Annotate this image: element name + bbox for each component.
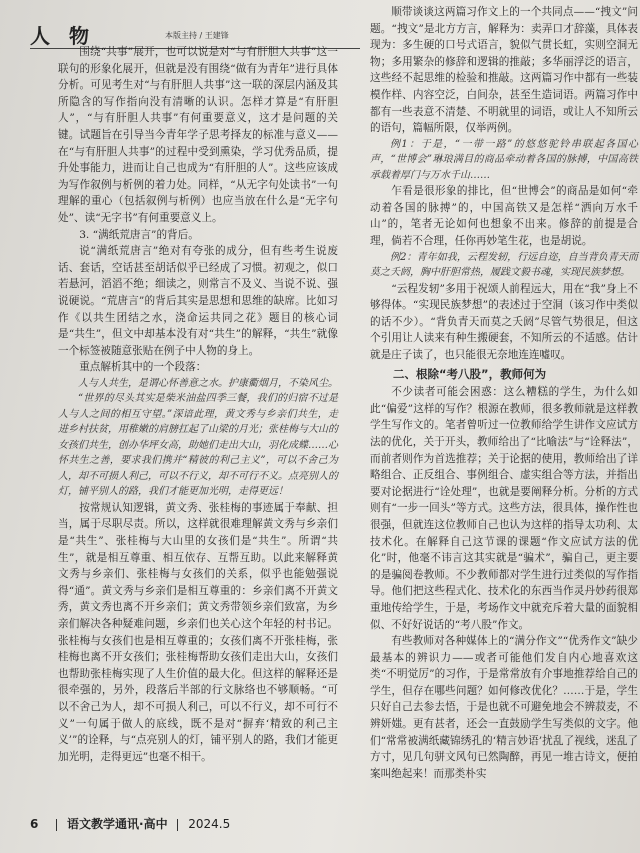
paragraph: 重点解析其中的一个段落：: [79, 361, 207, 374]
subheading: 3. “满纸荒唐言”的背后。: [79, 228, 199, 241]
page-footer: [30, 815, 330, 837]
quoted-passage: 人与人共生，是谓心怀善意之水。护康衢烟月，不染风尘。: [78, 377, 338, 389]
page-number: 6: [30, 817, 39, 831]
section-title: 人 物: [30, 24, 95, 48]
paragraph: “云程发轫”多用于祝颂人前程远大，用在“我”身上不够得体。“实现民族梦想”的表述过于空洞（该习作中类似的话不少）。“背负青天而莫之夭阏”尽管气势很足，但这个引用让人读来有种生搬硬套，不知所云的不适感。估计就是庄子读了，也只能很无奈地连连嘘叹。: [370, 282, 638, 361]
paragraph: 不少读者可能会困惑：这么糟糕的学生，为什么如此“偏爱”这样的写作？根源在教师，很多教师就是这样教学生写作文的。笔者曾听过一位教师给学生讲作文应试方法的优化，关于开头，教师给出了“比喻法”与“诠释法”，而前者则作为首选推荐；关于论据的使用，教师给出了详略组合、正反组合、事例组合、虚实组合等方法，并指出要对论据进行“诠处理”，也就是要阐释分析。分析的方式则有“一步一回头”等方式。这些方法，很具体，操作性也很强，但就连这位教师自己也认为这样的指导太功利、太技术化。在解释自己这节课的课题“作文应试方法的优化”时，他毫不讳言这其实就是“骗术”，骗自己，更主要的是骗阅卷教师。不少教师都对学生进行过类似的写作指导。他们把这些程式化、技术化的东西当作灵丹妙药很郑重地传给学生，于是，考场作文中就充斥着大量的面貌相似、不好好说话的“考八股”作文。: [370, 386, 638, 631]
divider: [177, 819, 178, 831]
paragraph: 围绕“共事”展开，也可以说是对“与有肝胆人共事”这一联句的形象化展开，但就是没有围绕“做有为青年”进行具体分析。可见考生对“与有肝胆人共事”这一联的深层内涵及其所隐含的写作指向没有清晰的认识。怎样才算是“有肝胆人”，“与有肝胆人共事”有何重要意义，这才是问题的关键。试题旨在引导当今青年学子思考择友的标准与意义——在“与有肝胆人共事”的过程中受到熏染，学习优秀品质，提升处事能力，进而让自己也成为“有肝胆的人”。这些应该成为写作叙例与析例的着力处。同样，“从无字句处读书”一句理解的重心（包括叙例与析例）也应当放在什么是“无字句处”、读“无字书”有何重要意义上。: [58, 46, 338, 224]
divider: [56, 819, 57, 831]
right-column: [370, 4, 638, 782]
editor-credit: 本版主持 / 王建锋: [165, 31, 229, 40]
issue-number: 2024.5: [188, 817, 231, 831]
section-heading: 二、根除“考八股”，教师何为: [393, 366, 547, 381]
example-passage: 例1：于是，“一带一路”的悠悠驼铃串联起各国心声，“世博会”琳琅满目的商品牵动着各国的脉搏，中国高铁承载着厚门与万水千山……: [370, 138, 638, 181]
journal-name: 语文教学通讯·高中: [67, 817, 168, 831]
quoted-passage: “世界的尽头其实是柴米油盐四季三餐，我们的归宿不过是人与人之间的相互守望。”深谙此理，黄文秀与乡亲们共生，走进乡村扶贫，用稚嫩的肩膀扛起了山梁的月光；张桂梅与大山的女孩们共生，创办华坪女高，助她们走出大山，羽化成蝶……心怀共生之善，要求我们携并“精彼的利己主义”，可以不舍己为人，却不可损人利己，可以不行义，却不可行不义。点亮别人的灯，铺平别人的路，我们才能更加光明，走得更远！: [58, 393, 338, 498]
paragraph: 有些教师对各种媒体上的“满分作文”“优秀作文”缺少最基本的辨识力——或者可能他们发自内心地喜欢这类“不明觉厉”的习作，于是常常放有介事地推荐给自己的学生，但存在哪些问题？如何修改优化？……于是，学生只好自己去参去悟，于是也就不可避免地会不辨菽麦，不辨妍媸。更有甚者，还会一直鼓励学生写类似的文字。他们“常常被满纸藏锦绣孔的‘精言妙语’扰乱了视线，迷乱了方寸，见几句骈文风句已然陶醉，再见一堆古诗文，便拍案叫绝起来！而那类朴实: [370, 635, 638, 780]
example-passage: 例2：青年如我，云程发轫，行远自迩，自当背负青天而莫之夭阏，胸中肝胆常热，履践文毅书魂，实现民族梦想。: [370, 251, 638, 279]
paragraph: 按常规认知逻辑，黄文秀、张桂梅的事迹属于奉献、担当，属于尽职尽责。所以，这样就很难理解黄文秀与乡亲们是“共生”、张桂梅与大山里的女孩们是“共生”。所谓“共生”，就是相互尊重、相互依存、互帮互助。以此来解释黄文秀与乡亲们、张桂梅与女孩们的关系，似乎也能勉强说得“通”。黄文秀与乡亲们是相互尊重的：乡亲们离不开黄文秀，黄文秀也离不开乡亲们；黄文秀带领乡亲们致富，为乡亲们解决各种疑难问题，乡亲们也关心这个年轻的村书记。张桂梅与女孩们也是相互尊重的；女孩们离不开张桂梅，张桂梅也离不开女孩们；张桂梅帮助女孩们走出大山，女孩们也帮助张桂梅实现了人生价值的最大化。但这样的解释还是很牵强的，另外，段落后半部的行文脉络也不够顺畅。“可以不舍己为人，却不可损人利己，可以不行义，却不可行不义”一句属于做人的底线，既不是对“摒弃‘精致的利己主义’”的诠释，与“点亮别人的灯，铺平别人的路，我们才能更加光明，走得更远”也毫不相干。: [58, 501, 338, 763]
left-column: [58, 44, 338, 765]
paragraph: 说“满纸荒唐言”绝对有夸张的成分，但有些考生说废话、套话，空话甚至胡话似乎已经成了习惯。初观之，似口若悬河，滔滔不绝；细读之，则常言不及义、当说不说、强说硬说。“荒唐言”的背后其实是思想和思维的缺席。比如习作《以共生团结之水，浇命运共同之花》题目的核心词是“共生”，但文中却基本没有对“共生”的解释，“共生”就像一个标签被随意张贴在例子中人物的身上。: [58, 245, 338, 357]
paragraph: 乍看是很形象的排比，但“世博会”的商品是如何“牵动着各国的脉搏”的，中国高铁又是怎样“洒向万水千山”的，笔者无论如何也想象不出来。修辞的前提是合理，倘若不合理，任你再妙笔生花，也是胡说。: [370, 185, 638, 248]
paragraph: 顺带谈谈这两篇习作文上的一个共同点——“拽文”问题。“拽文”是北方方言，解释为：卖弄口才辞藻，具体表现为：多生硬的口号式语言，貌似气贯长虹，实则空洞无物；多用繁杂的修辞和逻辑的推敲；多华丽浮泛的语言，这些经不起思维的检验和推敲。这两篇习作中都有一些装模作样、内容空泛，白间杂，甚至生造词语。两篇习作中都有一些表意不清楚、不明就里的词语，或让人不知所云的语句，篇幅所限，仅举两例。: [370, 6, 638, 135]
